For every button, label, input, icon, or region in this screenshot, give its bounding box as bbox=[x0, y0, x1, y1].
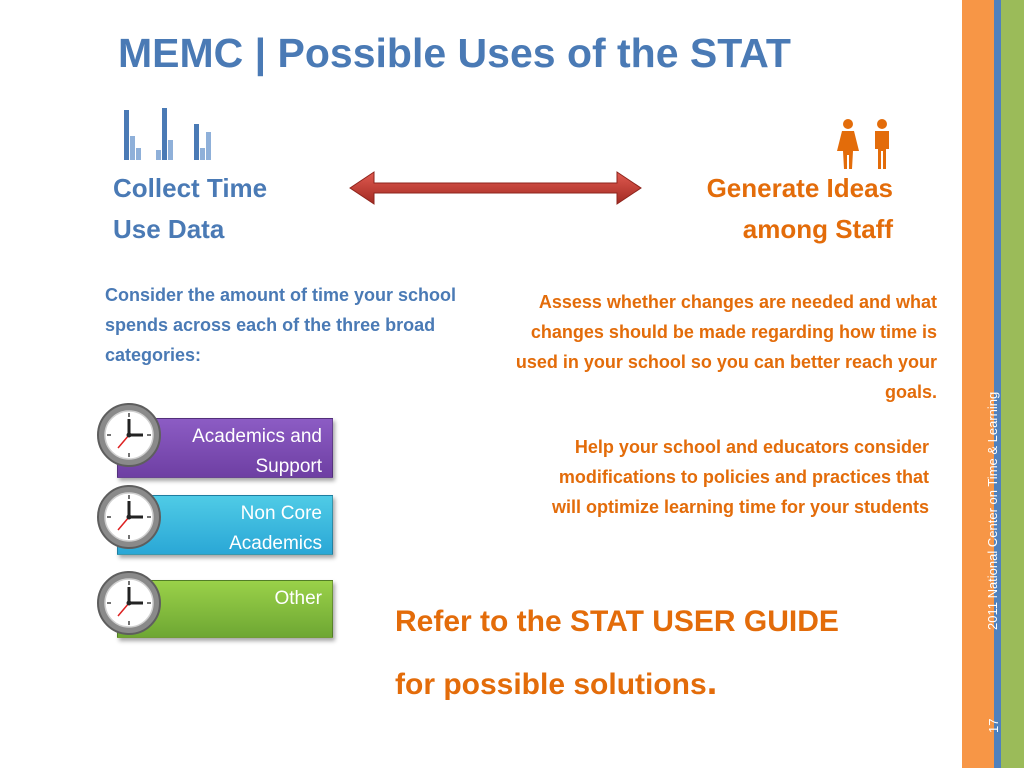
side-stripe-blue bbox=[994, 0, 1001, 768]
right-heading-line2: among Staff bbox=[742, 214, 893, 244]
category-label: Other bbox=[274, 588, 322, 609]
category-label: Non Core bbox=[240, 503, 322, 524]
refer-period: . bbox=[706, 661, 718, 703]
refer-note bbox=[395, 592, 915, 715]
clock-icon bbox=[96, 484, 162, 550]
left-heading-line1: Collect Time bbox=[113, 173, 268, 203]
people-icon bbox=[833, 118, 897, 170]
right-paragraph-1: Assess whether changes are needed and what changes should be made regarding how time is used in your school so you can better reach your goals. bbox=[515, 292, 937, 402]
double-arrow-icon bbox=[348, 168, 643, 208]
clock-icon bbox=[96, 570, 162, 636]
left-heading-line2: Use Data bbox=[113, 214, 225, 244]
clock-icon bbox=[96, 402, 162, 468]
side-stripe-green bbox=[1001, 0, 1024, 768]
right-paragraph-2: Help your school and educators consider modifications to policies and practices that will optimize learning time for your students bbox=[551, 437, 929, 517]
footer-credit: 2011 National Center on Time & Learning bbox=[985, 391, 1000, 630]
right-heading-line1: Generate Ideas bbox=[706, 173, 893, 203]
refer-line-1: Refer to the STAT USER GUIDE bbox=[395, 605, 839, 638]
refer-line-2-text: for possible solutions bbox=[395, 668, 707, 701]
page-number: 17 bbox=[986, 718, 1001, 733]
left-description: Consider the amount of time your school spends across each of the three broad categories: bbox=[105, 285, 457, 365]
category-label: Support bbox=[255, 456, 322, 477]
side-stripe-orange bbox=[962, 0, 994, 768]
right-heading bbox=[640, 168, 893, 250]
left-heading bbox=[113, 168, 267, 250]
bar-chart-icon bbox=[120, 108, 215, 163]
category-label: Academics and bbox=[192, 426, 322, 447]
refer-line-2 bbox=[395, 652, 915, 715]
category-label: Academics bbox=[229, 533, 322, 554]
slide-title: MEMC | Possible Uses of the STAT bbox=[118, 30, 791, 76]
